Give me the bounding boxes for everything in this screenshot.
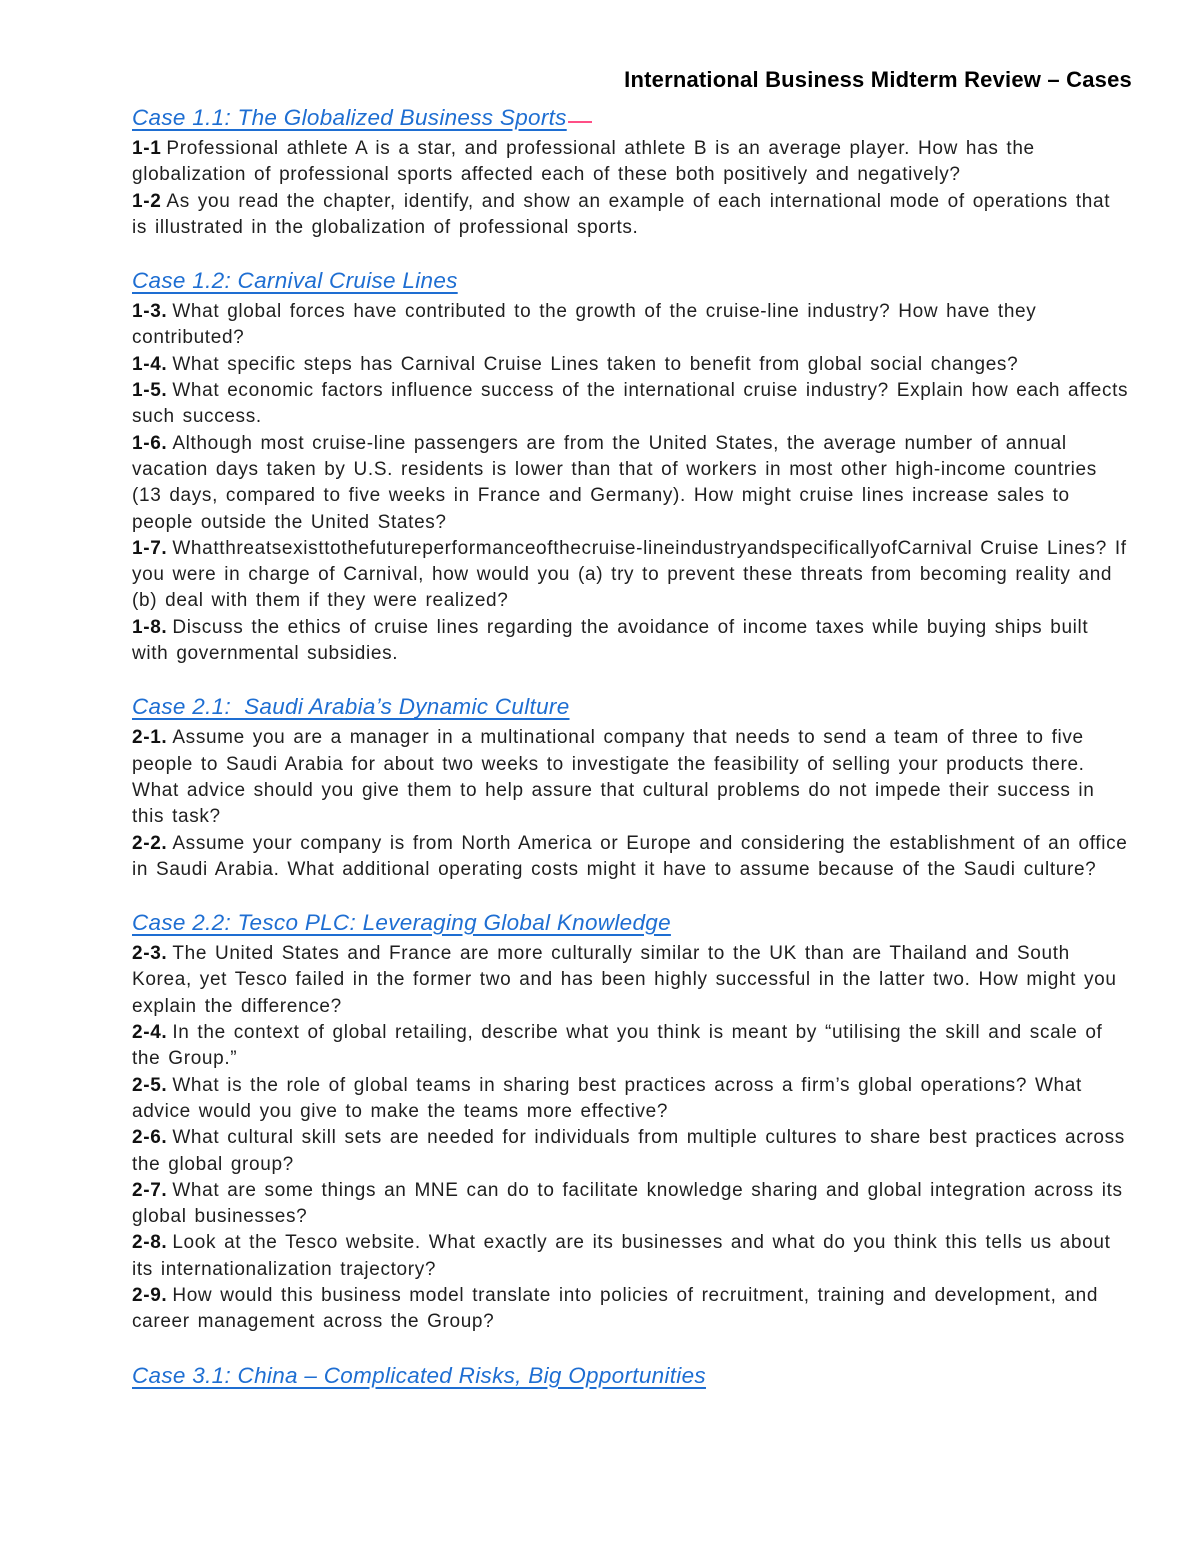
question-text: What specific steps has Carnival Cruise Lines taken to benefit from global social changes? [172, 353, 1019, 375]
question-paragraph [132, 189, 1132, 242]
case-heading-text: Case 2.1: Saudi Arabia’s Dynamic Culture [132, 694, 570, 720]
question-text: What global forces have contributed to the growth of the cruise-line industry? How have they contributed? [132, 301, 1037, 349]
case-heading [132, 102, 1132, 133]
question-text: What economic factors influence success of the international cruise industry? Explain how each affects such success. [132, 380, 1129, 428]
question-paragraph [132, 1178, 1132, 1231]
case-heading-text: Case 2.2: Tesco PLC: Leveraging Global Knowledge [132, 910, 671, 936]
question-paragraph [132, 725, 1132, 830]
question-number: 1-6. [132, 432, 168, 454]
question-text: The United States and France are more culturally similar to the UK than are Thailand and South Korea, yet Tesco failed in the former two and has been highly successful in the latter two. How might you explain the difference? [132, 943, 1117, 1017]
question-text: Whatthreatsexisttothefutureperformanceofthecruise-lineindustryandspecificallyofCarnival Cruise Lines? If you were in charge of Carnival, how would you (a) try to prevent these threats from becoming reality and (b) deal with them if they were realized? [132, 537, 1127, 612]
question-text: Professional athlete A is a star, and professional athlete B is an average player. How has the globalization of professional sports affected each of these both positively and negatively? [132, 138, 1035, 186]
case-section-2-2 [132, 907, 1132, 1335]
question-text: How would this business model translate into policies of recruitment, training and development, and career management across the Group? [132, 1284, 1099, 1333]
case-heading-text: Case 3.1: China – Complicated Risks, Big Opportunities [132, 1362, 706, 1388]
question-number: 1-4. [132, 353, 168, 375]
question-number: 2-3. [132, 943, 168, 965]
question-number: 1-7. [132, 537, 168, 559]
question-number: 2-7. [132, 1179, 168, 1201]
question-paragraph [132, 831, 1132, 884]
question-paragraph [132, 136, 1132, 189]
case-heading [132, 1360, 1132, 1391]
question-text: In the context of global retailing, describe what you think is meant by “utilising the skill and scale of the Group.” [132, 1022, 1103, 1070]
question-paragraph [132, 1230, 1132, 1283]
case-section-3-1 [132, 1360, 1132, 1391]
question-text: Assume your company is from North America or Europe and considering the establishment of an office in Saudi Arabia. What additional operating costs might it have to assume because of the Saudi culture? [132, 832, 1128, 880]
case-section-1-2 [132, 265, 1132, 667]
question-paragraph [132, 1283, 1132, 1336]
question-text: Although most cruise-line passengers are from the United States, the average number of annual vacation days taken by U.S. residents is lower than that of workers in most other high-income countries (13 days, compared to five weeks in France and Germany). How might cruise lines increase sales to people outside the United States? [132, 432, 1097, 533]
question-number: 2-9. [132, 1284, 168, 1306]
question-number: 2-6. [132, 1127, 168, 1149]
question-paragraph [132, 431, 1132, 536]
case-section-1-1 [132, 102, 1132, 241]
question-paragraph [132, 1020, 1132, 1073]
question-number: 1-8. [132, 616, 168, 638]
question-text: Assume you are a manager in a multinational company that needs to send a team of three to five people to Saudi Arabia for about two weeks to investigate the feasibility of selling your products there. What advice should you give them to help assure that cultural problems do not impede their success in this task? [132, 727, 1095, 828]
question-paragraph [132, 352, 1132, 378]
question-paragraph [132, 941, 1132, 1020]
question-text: What cultural skill sets are needed for individuals from multiple cultures to share best practices across the global group? [132, 1127, 1125, 1175]
case-heading-text: Case 1.2: Carnival Cruise Lines [132, 268, 458, 294]
question-number: 1-5. [132, 380, 168, 402]
question-paragraph [132, 378, 1132, 431]
question-paragraph [132, 615, 1132, 668]
question-number: 2-8. [132, 1232, 168, 1254]
question-number: 2-2. [132, 832, 168, 854]
question-number: 2-4. [132, 1022, 168, 1044]
question-paragraph [132, 299, 1132, 352]
question-text: What are some things an MNE can do to facilitate knowledge sharing and global integration across its global businesses? [132, 1179, 1123, 1228]
question-number: 2-1. [132, 727, 168, 749]
case-heading [132, 265, 1132, 296]
question-number: 1-2 [132, 190, 162, 212]
case-section-2-1 [132, 691, 1132, 883]
document-content [132, 66, 1132, 1394]
question-number: 2-5. [132, 1074, 168, 1096]
question-text: Discuss the ethics of cruise lines regarding the avoidance of income taxes while buying ships built with governmental subsidies. [132, 616, 1089, 665]
question-text: What is the role of global teams in sharing best practices across a firm’s global operations? What advice would you give to make the teams more effective? [132, 1074, 1082, 1122]
question-number: 1-3. [132, 301, 168, 323]
question-text: Look at the Tesco website. What exactly are its businesses and what do you think this tells us about its internationalization trajectory? [132, 1232, 1111, 1280]
question-text: As you read the chapter, identify, and show an example of each international mode of operations that is illustrated in the globalization of professional sports. [132, 190, 1111, 238]
question-number: 1-1 [132, 138, 162, 159]
spellcheck-underline [568, 121, 592, 123]
question-paragraph [132, 1125, 1132, 1178]
case-heading-text: Case 1.1: The Globalized Business Sports [132, 105, 567, 130]
question-paragraph [132, 1073, 1132, 1126]
case-heading [132, 907, 1132, 938]
case-heading [132, 691, 1132, 722]
document-title: International Business Midterm Review – Cases [624, 67, 1132, 92]
question-paragraph [132, 536, 1132, 615]
